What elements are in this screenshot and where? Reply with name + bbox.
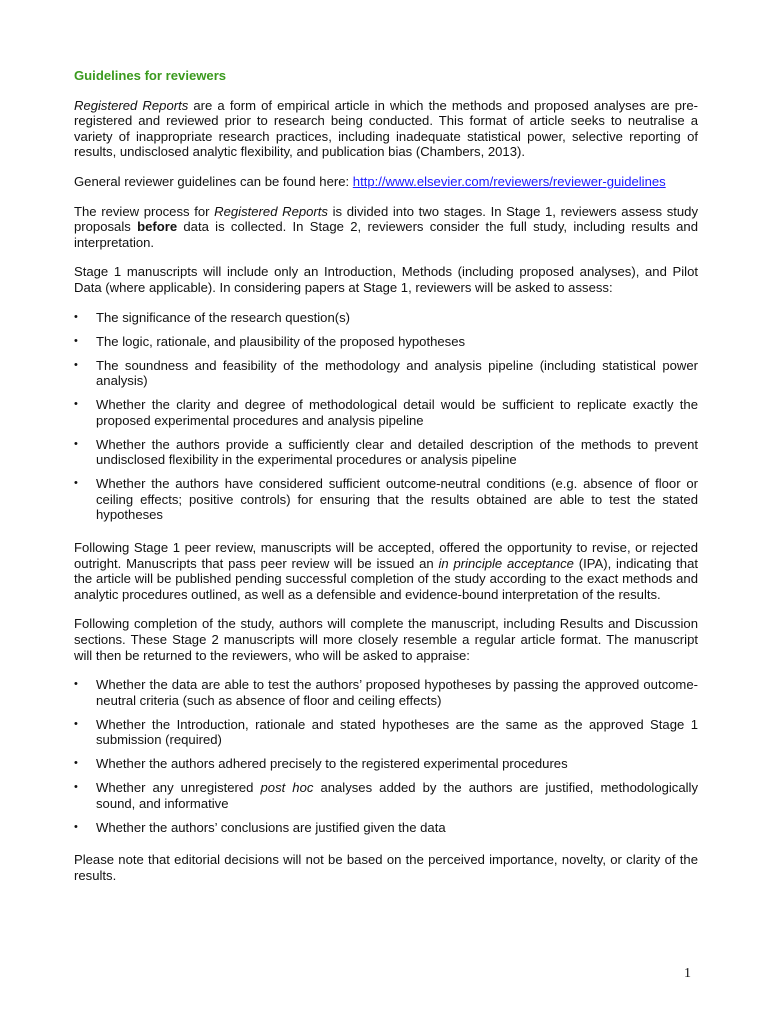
bullet-icon: •	[74, 398, 78, 411]
list-item	[74, 397, 698, 428]
list-item	[74, 334, 698, 350]
bullet-icon: •	[74, 310, 78, 323]
bullet-icon: •	[74, 717, 78, 730]
list-item-text: Whether the authors have considered sufficient outcome-neutral conditions (e.g. absence of floor or ceiling effects; positive controls) for ensuring that the results obtained are able to test the stated hypotheses	[96, 476, 698, 523]
bullet-icon: •	[74, 477, 78, 490]
list-item-text: Whether the authors’ conclusions are justified given the data	[96, 819, 446, 835]
list-item-text: Whether the data are able to test the authors’ proposed hypotheses by passing the approved outcome-neutral criteria (such as absence of floor and ceiling effects)	[96, 677, 698, 708]
process-term: Registered Reports	[214, 203, 328, 219]
process-text-1: The review process for	[74, 203, 215, 219]
list-item	[74, 717, 698, 748]
list-item	[74, 780, 698, 811]
stage2-intro-paragraph: Following completion of the study, authors will complete the manuscript, including Results and Discussion sections. These Stage 2 manuscripts will more closely resemble a regular article format. The manuscript will then be returned to the reviewers, who will be asked to appraise:	[74, 616, 698, 663]
intro-term: Registered Reports	[74, 97, 189, 113]
process-bold: before	[137, 219, 178, 235]
list-item-text: Whether the clarity and degree of methodological detail would be sufficient to replicate exactly the proposed experimental procedures and analysis pipeline	[96, 397, 698, 428]
stage1-intro-paragraph: Stage 1 manuscripts will include only an Introduction, Methods (including proposed analyses), and Pilot Data (where applicable). In considering papers at Stage 1, reviewers will be asked to assess:	[74, 264, 698, 295]
section-heading: Guidelines for reviewers	[74, 68, 227, 83]
list-item	[74, 358, 698, 389]
list-item-text: Whether the authors provide a sufficiently clear and detailed description of the methods to prevent undisclosed flexibility in the experimental procedures or analysis pipeline	[96, 436, 698, 468]
list-item-text: Whether the authors adhered precisely to the registered experimental procedures	[96, 756, 568, 772]
intro-paragraph	[74, 98, 698, 160]
bullet-icon: •	[74, 334, 78, 347]
process-paragraph	[74, 204, 698, 251]
closing-paragraph: Please note that editorial decisions will not be based on the perceived importance, novelty, or clarity of the results.	[74, 852, 698, 884]
list-item	[74, 677, 698, 708]
list-item	[74, 756, 698, 772]
list-item-text-2: analyses added by the authors are justified, methodologically sound, and informative	[96, 780, 698, 811]
list-item	[74, 437, 698, 468]
bullet-icon: •	[74, 757, 78, 770]
list-item-text: The logic, rationale, and plausibility of the proposed hypotheses	[96, 333, 466, 349]
process-text-3: data is collected. In Stage 2, reviewers consider the full study, including results and interpretation.	[74, 219, 698, 250]
list-item	[74, 310, 698, 326]
guidelines-link[interactable]: http://www.elsevier.com/reviewers/reviewer-guidelines	[352, 173, 666, 189]
document-page	[74, 68, 698, 898]
process-text-2: is divided into two stages. In Stage 1, reviewers assess study proposals	[74, 203, 698, 235]
bullet-icon: •	[74, 781, 78, 794]
following-text-2: (IPA), indicating that the article will be published pending successful completion of the study according to the exact methods and analytic procedures outlined, as well as a defensible and evidence-bound interpretation of the results.	[74, 555, 698, 602]
stage1-list	[74, 310, 698, 523]
list-item-text: The soundness and feasibility of the methodology and analysis pipeline (including statistical power analysis)	[96, 357, 698, 389]
bullet-icon: •	[74, 678, 78, 691]
list-item	[74, 476, 698, 523]
list-item-text-1: Whether any unregistered	[96, 780, 261, 796]
bullet-icon: •	[74, 437, 78, 450]
intro-text: are a form of empirical article in which the methods and proposed analyses are pre-registered and reviewed prior to research being conducted. This format of article seeks to neutralise a variety of inappropriate research practices, including inadequate statistical power, selective reporting of results, undisclosed analytic flexibility, and publication bias (Chambers, 2013).	[74, 97, 698, 160]
page-number: 1	[684, 966, 691, 981]
bullet-icon: •	[74, 820, 78, 833]
following-text-1: Following Stage 1 peer review, manuscripts will be accepted, offered the opportunity to revise, or rejected outright. Manuscripts that pass peer review will be issued an	[74, 540, 698, 571]
stage2-list	[74, 677, 698, 835]
following-stage1-paragraph	[74, 540, 698, 602]
guidelines-text: General reviewer guidelines can be found here:	[74, 173, 353, 189]
bullet-icon: •	[74, 358, 78, 371]
list-item	[74, 820, 698, 836]
list-item-italic: post hoc	[260, 780, 314, 796]
guidelines-paragraph	[74, 174, 698, 190]
following-italic: in principle acceptance	[438, 555, 574, 571]
list-item-text: The significance of the research question(s)	[96, 309, 351, 325]
list-item-text: Whether the Introduction, rationale and stated hypotheses are the same as the approved Stage 1 submission (required)	[96, 716, 698, 748]
